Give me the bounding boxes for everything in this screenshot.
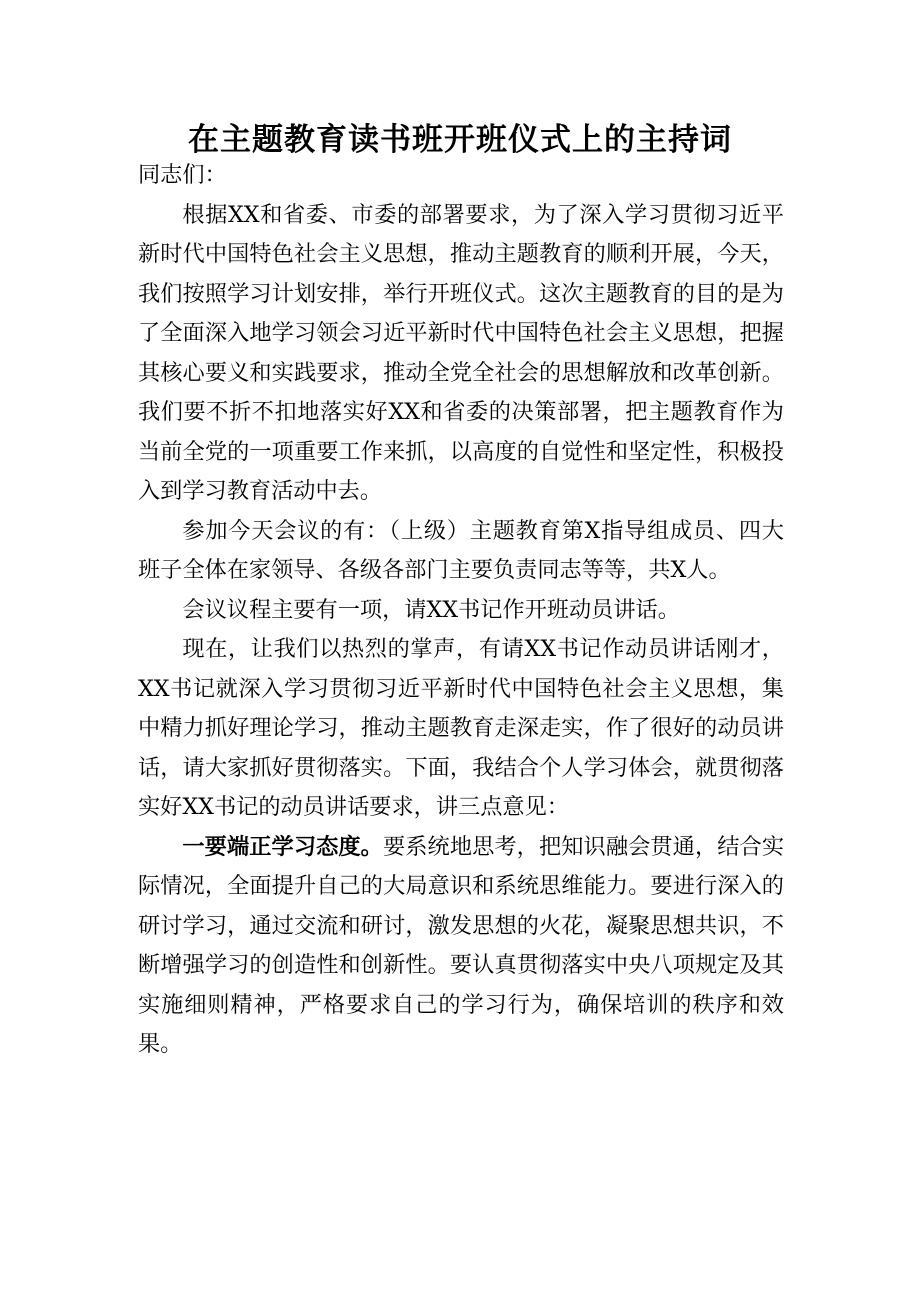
paragraph-introduction [138,630,784,828]
paragraph-attendees [138,512,784,591]
document-title: 在主题教育读书班开班仪式上的主持词 [188,122,732,158]
paragraph-agenda [138,591,784,631]
paragraph-text: 现在，让我们以热烈的掌声，有请XX书记作动员讲话刚才，XX书记就深入学习贯彻习近平新时代中国特色社会主义思想，集中精力抓好理论学习，推动主题教育走深走实，作了很好的动员讲话，请大家抓好贯彻落实。下面，我结合个人学习体会，就贯彻落实好XX书记的动员讲话要求，讲三点意见： [138,636,784,820]
salutation: 同志们： [138,162,227,188]
paragraph-text: 参加今天会议的有：（上级）主题教育第X指导组成员、四大班子全体在家领导、各级各部门主要负责同志等等，共X人。 [138,517,784,583]
paragraph-opening [138,196,784,512]
paragraph-text: 要系统地思考，把知识融会贯通，结合实际情况，全面提升自己的大局意识和系统思维能力。要进行深入的研讨学习，通过交流和研讨，激发思想的火花，凝聚思想共识，不断增强学习的创造性和创新性。要认真贯彻落实中央八项规定及其实施细则精神，严格要求自己的学习行为，确保培训的秩序和效果。 [138,833,785,1057]
paragraph-lead-heading: 一要端正学习态度。 [182,833,383,860]
document-body [138,156,784,1065]
paragraph-text: 会议议程主要有一项，请XX书记作开班动员讲话。 [182,596,680,623]
paragraph-text: 根据XX和省委、市委的部署要求，为了深入学习贯彻习近平新时代中国特色社会主义思想，推动主题教育的顺利开展，今天，我们按照学习计划安排，举行开班仪式。这次主题教育的目的是为了全面深入地学习领会习近平新时代中国特色社会主义思想，把握其核心要义和实践要求，推动全党全社会的思想解放和改革创新。我们要不折不扣地落实好XX和省委的决策部署，把主题教育作为当前全党的一项重要工作来抓，以高度的自觉性和坚定性，积极投入到学习教育活动中去。 [138,201,784,504]
paragraph-point-one [138,828,784,1065]
